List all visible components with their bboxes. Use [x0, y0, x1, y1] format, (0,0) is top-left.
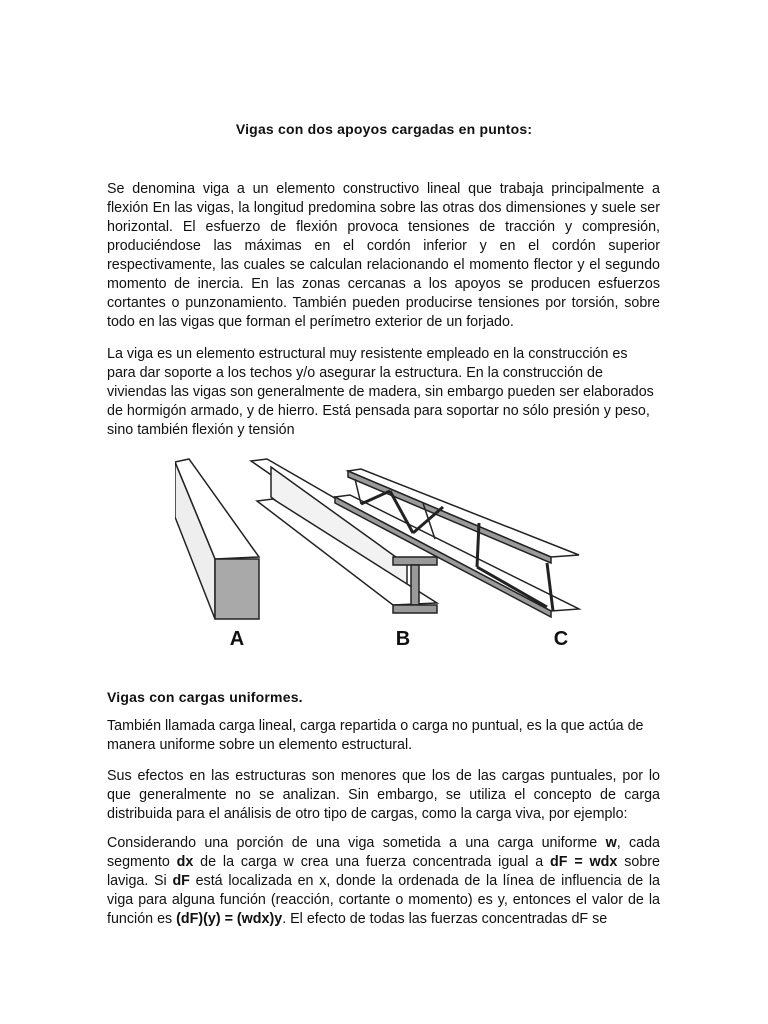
beam-types-figure: [175, 457, 585, 652]
example-text-2: , cada segmento: [107, 835, 660, 870]
paragraph-uniform-load-effects: Sus efectos en las estructuras son menores que los de las cargas puntuales, por lo que generalmente no se analizan. Sin embargo, se utiliza el concepto de carga distribuida para el análisis de otro tipo de cargas, como la carga viva, por ejemplo:: [107, 768, 660, 822]
symbol-dx: dx: [176, 854, 194, 870]
example-text-1: Considerando una porción de una viga sometida a una carga uniforme: [107, 835, 606, 851]
beam-types-illustration: [175, 457, 585, 652]
symbol-df: dF: [172, 873, 190, 889]
section-heading-uniform-loads: Vigas con cargas uniformes.: [107, 689, 303, 705]
figure-label-c: C: [553, 628, 569, 650]
symbol-w: w: [605, 835, 617, 851]
formula-function-value: (dF)(y) = (wdx)y: [176, 911, 283, 927]
paragraph-beam-usage: La viga es un elemento estructural muy resistente empleado en la construcción es para dar soporte a los techos y/o asegurar la estructura. En la construcción de viviendas las vigas son generalmente de madera, sin embargo pueden ser elaborados de hormigón armado, y de hierro. Está pensada para soportar no sólo presión y peso, sino también flexión y tensión: [107, 346, 654, 438]
paragraph-beam-definition: Se denomina viga a un elemento constructivo lineal que trabaja principalmente a flexión En las vigas, la longitud predomina sobre las otras dos dimensiones y suele ser horizontal. El esfuerzo de flexión provoca tensiones de tracción y compresión, produciéndose las máximas en el cordón inferior y en el cordón superior respectivamente, las cuales se calculan relacionando el momento flector y el segundo momento de inercia. En las zonas cercanas a los apoyos se producen esfuerzos cortantes o punzonamiento. También pueden producirse tensiones por torsión, sobre todo en las vigas que forman el perímetro exterior de un forjado.: [107, 181, 660, 330]
page-title: Vigas con dos apoyos cargadas en puntos:: [235, 121, 533, 137]
example-text-3: de la carga w crea una fuerza concentrada igual a: [193, 854, 551, 870]
formula-df: dF = wdx: [550, 854, 618, 870]
paragraph-uniform-load-definition: También llamada carga lineal, carga repartida o carga no puntual, es la que actúa de manera uniforme sobre un elemento estructural.: [107, 718, 644, 753]
example-text-6: . El efecto de todas las fuerzas concentradas dF se: [282, 911, 608, 927]
example-text-5: está localizada en x, donde la ordenada de la línea de influencia de la viga para alguna función (reacción, cortante o momento) es y, entonces el valor de la función es: [107, 873, 660, 927]
figure-label-a: A: [229, 628, 245, 650]
example-text-4: sobre laviga. Si: [107, 854, 660, 889]
beam-a-drawing: [175, 459, 259, 619]
paragraph-uniform-load-example: [107, 834, 660, 929]
figure-label-b: B: [395, 628, 411, 650]
